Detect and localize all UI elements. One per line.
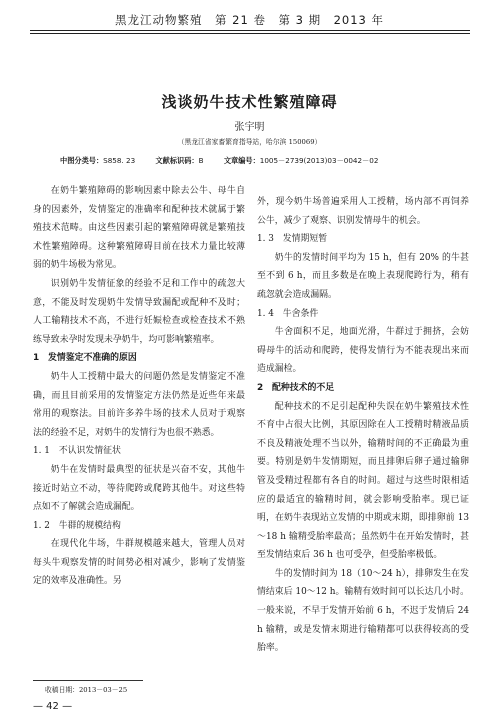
paragraph: 外，现今奶牛场普遍采用人工授精，场内部不再饲养公牛，减少了观察、识别发情母牛的机会。 [257, 197, 469, 226]
doc-code: 文献标识码：B [155, 156, 204, 165]
paragraph: 奶牛的发情时间平均为 15 h，但有 20% 的牛甚至不到 6 h，而且多数是在晚上表现爬跨行为，稍有疏忽就会造成漏隔。 [257, 252, 469, 300]
subsection-heading: 1. 2 牛群的规模结构 [33, 520, 121, 531]
right-column [257, 193, 469, 658]
paragraph: 奶牛在发情时最典型的征状是兴奋不安，其他牛接近时站立不动，等待爬跨或爬跨其他牛。对这些特点如不了解就会造成漏配。 [33, 464, 245, 513]
paragraph: 牛的发情时间为 18（10～24 h），排卵发生在发情结束后 10～12 h。输精有效时间可以长达几小时。一般来说，不早于发情开始前 6 h，不迟于发情后 24 h 输精，或是发情末期进行输精都可以获得较高的受胎率。 [257, 568, 469, 654]
section-heading: 1 发情鉴定不准确的原因 [33, 353, 137, 364]
paragraph: 识别奶牛发情征象的经验不足和工作中的疏忽大意，不能及时发现奶牛发情导致漏配或配种不及时；人工输精技术不高，不进行妊娠检查或检查技术不熟练导致未孕时发现未孕奶牛，均可影响繁殖率。 [33, 278, 245, 345]
left-column [33, 182, 245, 591]
author-affiliation: （黑龙江省家畜繁育指导站，哈尔滨 150069） [177, 138, 322, 146]
paragraph: 在奶牛繁殖障碍的影响因素中除去公牛、母牛自身的因素外，发情鉴定的准确率和配种技术就属于繁殖技术范畴。由这些因素引起的繁殖障碍就是繁殖技术性繁殖障碍。这种繁殖障碍目前在技术力量比较薄弱的奶牛场极为常见。 [33, 186, 245, 271]
footnote-rule [33, 680, 143, 681]
running-head: 黑龙江动物繁殖 第 21 卷 第 3 期 2013 年 [115, 13, 384, 27]
paragraph: 奶牛人工授精中最大的问题仍然是发情鉴定不准确，而且目前采用的发情鉴定方法仍然是近些年来最常用的观察法。目前许多养牛场的技术人员对于观察法的经验不足，对奶牛的发情行为也很不熟悉。 [33, 371, 245, 438]
received-date: 收稿日期：2013－03－25 [45, 686, 128, 694]
paragraph: 配种技术的不足引起配种失误在奶牛繁殖技术性不育中占很大比例，其原因除在人工授精时精液品质不良及精液处理不当以外，输精时间的不正确最为重要。特别是奶牛发情期短，而且排卵后卵子通过输卵管及受精过程都有各自的时间。超过与这些时限相适应的最适宜的输精时间，就会影响受胎率。现已证明，在奶牛表现站立发情的中期或末期，即排卵前 13～18 h 输精受胎率最高；虽然奶牛在开始发情时，甚至发情结束后 36 h 也可受孕，但受胎率极低。 [257, 401, 469, 561]
clc-number: 中图分类号：S858. 23 [60, 156, 136, 165]
paragraph: 牛舍面积不足，地面光滑，牛群过于拥挤，会妨碍母牛的活动和爬跨，使得发情行为不能表现出来而造成漏检。 [257, 327, 469, 375]
header-rule-thin [30, 33, 470, 34]
section-heading: 2 配种技术的不足 [257, 382, 335, 393]
article-id: 文章编号：1005－2739(2013)03－0042－02 [223, 156, 379, 165]
article-title: 浅谈奶牛技术性繁殖障碍 [161, 93, 338, 111]
page-number: — 42 — [33, 701, 73, 712]
paragraph: 在现代化牛场，牛群规模越来越大，管理人员对每头牛观察发情的时间势必相对减少，影响了发情鉴定的效率及准确性。另 [33, 539, 245, 587]
header-rule [30, 30, 470, 31]
subsection-heading: 1. 3 发情期短暂 [257, 234, 328, 245]
subsection-heading: 1. 1 不认识发情征状 [33, 446, 121, 457]
subsection-heading: 1. 4 牛舍条件 [257, 308, 319, 319]
article-author: 张宇明 [234, 122, 265, 133]
article-meta [60, 156, 450, 166]
